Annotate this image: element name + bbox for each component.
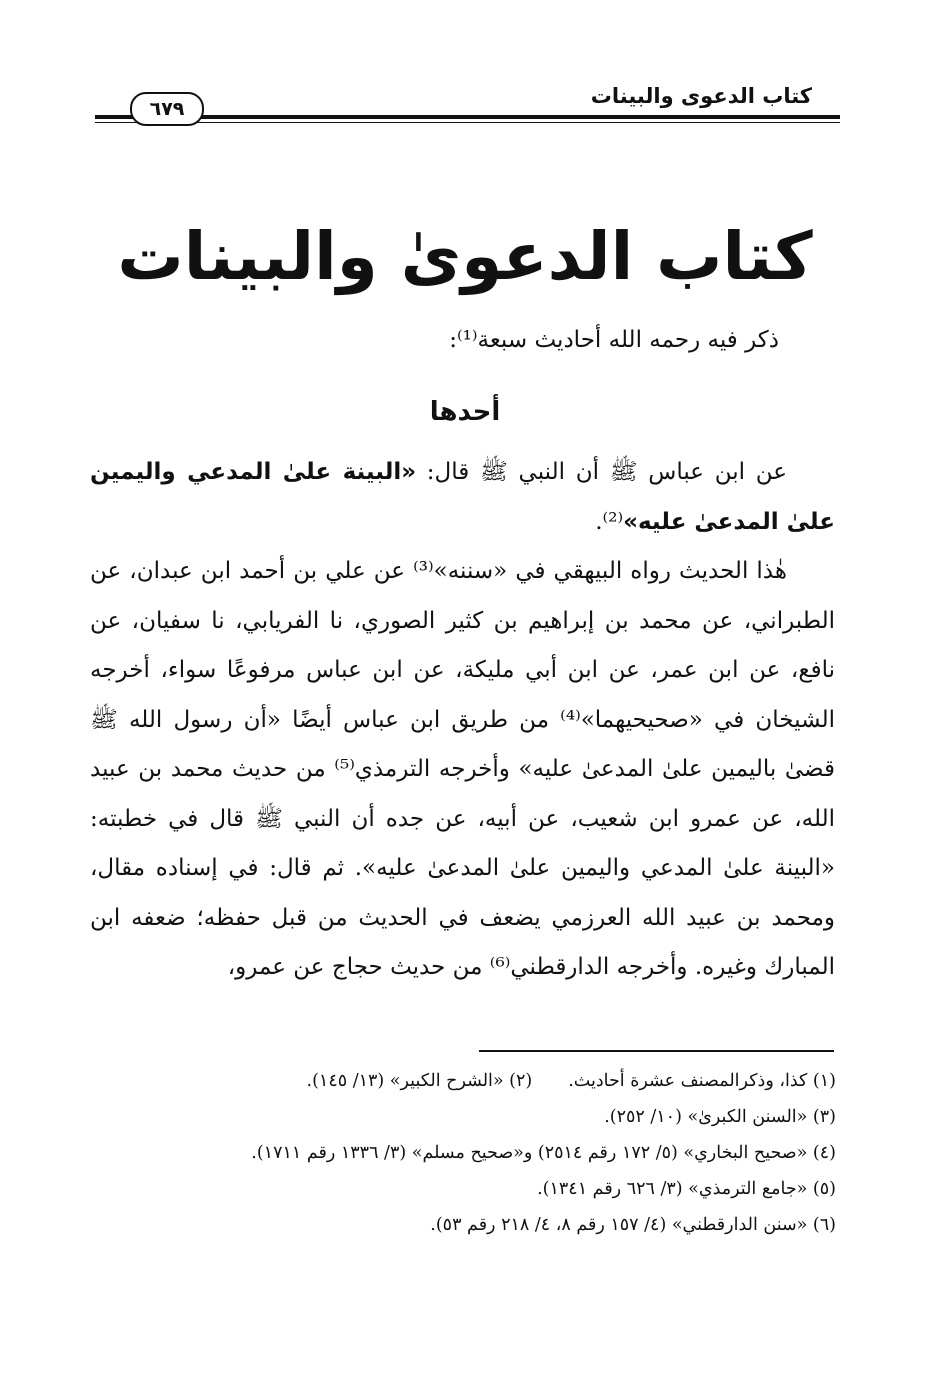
- chapter-title: كتاب الدعوىٰ والبينات: [117, 218, 813, 295]
- footnote-1: (١) كذا، وذكرالمصنف عشرة أحاديث.: [568, 1071, 836, 1091]
- hadith-paragraph: [90, 448, 835, 547]
- footnote-separator: [479, 1050, 834, 1052]
- section-heading: أحدها: [429, 397, 501, 427]
- intro-line: ذكر فيه رحمه الله أحاديث سبعة⁽¹⁾:: [449, 327, 779, 353]
- footnote-line-1: [96, 1063, 836, 1099]
- footnote-6: (٦) «سنن الدارقطني» (٤/ ١٥٧ رقم ٨، ٤/ ٢١٨ رقم ٥٣).: [430, 1215, 836, 1235]
- hadith-footnote-ref: ⁽²⁾.: [595, 508, 624, 535]
- running-header: [95, 80, 840, 130]
- footnote-4: (٤) «صحيح البخاري» (٥/ ١٧٢ رقم ٢٥١٤) و«صحيح مسلم» (٣/ ١٣٣٦ رقم ١٧١١).: [251, 1143, 836, 1163]
- commentary-paragraph: هٰذا الحديث رواه البيهقي في «سننه»⁽³⁾ عن علي بن أحمد ابن عبدان، عن الطبراني، عن محمد بن إبراهيم بن كثير الصوري، نا الفريابي، نا سفيان، عن نافع، عن ابن عمر، عن ابن أبي مليكة، عن ابن عباس مرفوعًا سواء، أخرجه الشيخان في «صحيحيهما»⁽⁴⁾ من طريق ابن عباس أيضًا «أن رسول الله ﷺ قضىٰ باليمين علىٰ المدعىٰ عليه» وأخرجه الترمذي⁽⁵⁾ من حديث محمد بن عبيد الله، عن عمرو ابن شعيب، عن أبيه، عن جده أن النبي ﷺ قال في خطبته: «البينة علىٰ المدعي واليمين علىٰ المدعىٰ عليه». ثم قال: في إسناده مقال، ومحمد بن عبيد الله العرزمي يضعف في الحديث من قبل حفظه؛ ضعفه ابن المبارك وغيره. وأخرجه الدارقطني⁽⁶⁾ من حديث حجاج عن عمرو،: [90, 558, 835, 980]
- footnote-2: (٢) «الشرح الكبير» (١٣/ ١٤٥).: [306, 1071, 533, 1091]
- footnote-3: (٣) «السنن الكبرىٰ» (١٠/ ٢٥٢).: [604, 1107, 836, 1127]
- hadith-quote: «البينة علىٰ المدعي واليمين علىٰ المدعىٰ عليه»: [90, 459, 835, 535]
- footnote-5: (٥) «جامع الترمذي» (٣/ ٦٢٦ رقم ١٣٤١).: [537, 1179, 836, 1199]
- main-text: [90, 448, 835, 993]
- header-rule-thick: [95, 115, 840, 119]
- page-number: ٦٧٩: [130, 92, 204, 126]
- hadith-lead: عن ابن عباس ﷺ أن النبي ﷺ قال:: [416, 459, 787, 485]
- running-title: كتاب الدعوى والبينات: [590, 84, 812, 108]
- footnotes: [96, 1063, 836, 1243]
- header-rule-thin: [95, 122, 840, 123]
